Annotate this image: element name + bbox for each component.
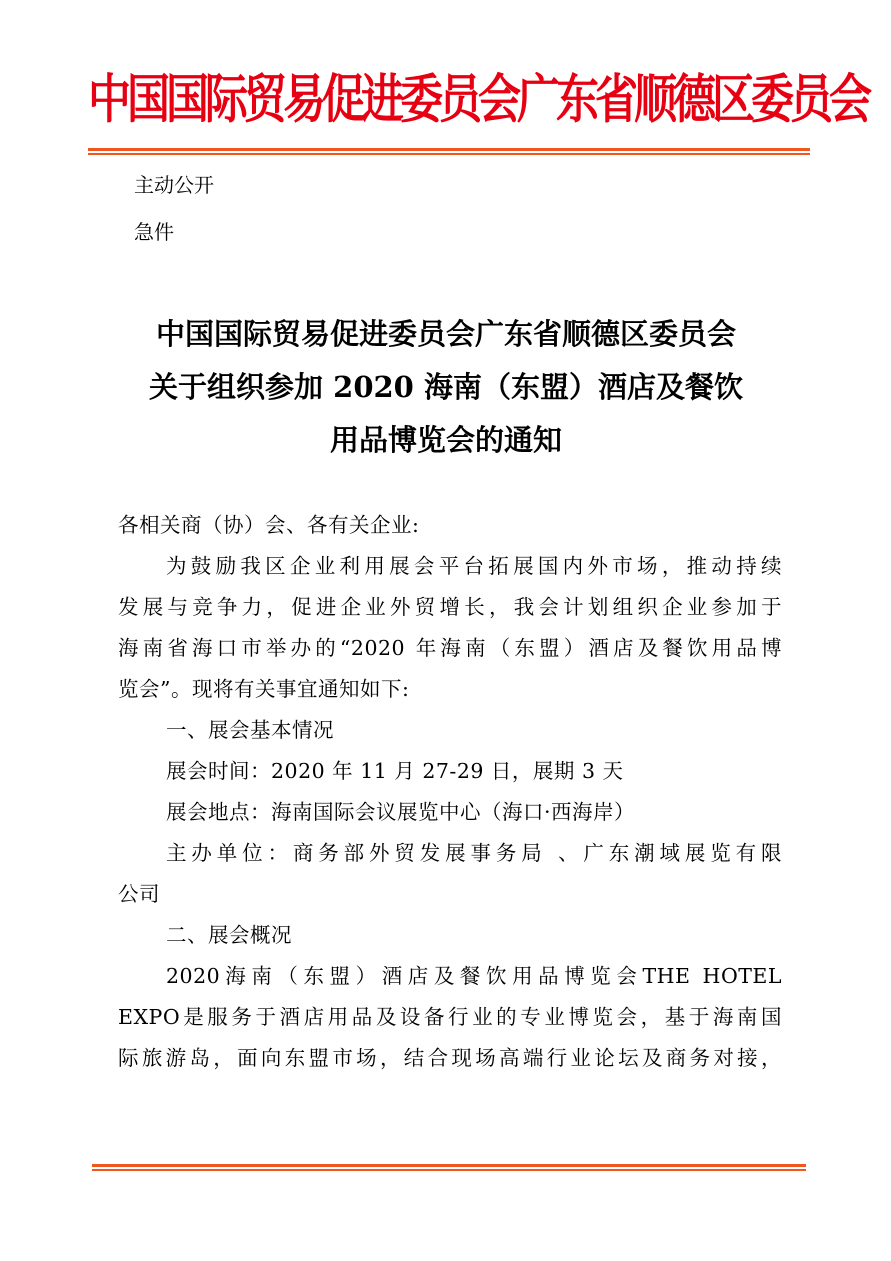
- paragraph-2-line-1: 2020海南（东盟）酒店及餐饮用品博览会THE HOTEL: [166, 964, 782, 988]
- document-body: [118, 505, 782, 1079]
- letterhead-rule-thick: [88, 148, 810, 151]
- paragraph-1-line-1: 为鼓励我区企业利用展会平台拓展国内外市场，推动持续: [166, 554, 782, 578]
- document-title: [96, 308, 796, 467]
- exhibition-organizer-line-2: 公司: [118, 882, 160, 906]
- title-line-3: 用品博览会的通知: [329, 423, 562, 457]
- exhibition-venue: 展会地点：海南国际会议展览中心（海口·西海岸）: [166, 800, 636, 824]
- title-line-1: 中国国际贸易促进委员会广东省顺德区委员会: [155, 317, 736, 351]
- urgency-label: 急件: [134, 220, 174, 244]
- section-1-heading: 一、展会基本情况: [166, 718, 334, 742]
- footer-rule-thin: [92, 1169, 806, 1171]
- paragraph-1-line-2: 发展与竞争力，促进企业外贸增长，我会计划组织企业参加于: [118, 595, 782, 619]
- title-line-2: 关于组织参加 2020 海南（东盟）酒店及餐饮: [149, 370, 743, 404]
- footer-rule-thick: [92, 1164, 806, 1167]
- paragraph-1-line-4: 览会”。现将有关事宜通知如下:: [118, 677, 410, 701]
- paragraph-2-line-3: 际旅游岛，面向东盟市场，结合现场高端行业论坛及商务对接，: [118, 1046, 782, 1070]
- letterhead-title: 中国国际贸易促进委员会广东省顺德区委员会: [88, 69, 868, 131]
- exhibition-time: 展会时间：2020 年 11 月 27-29 日，展期 3 天: [166, 759, 624, 783]
- letterhead-rule-thin: [88, 153, 810, 155]
- paragraph-1-line-3: 海南省海口市举办的“2020 年海南（东盟）酒店及餐饮用品博: [118, 636, 782, 660]
- salutation: 各相关商（协）会、各有关企业:: [118, 513, 420, 537]
- exhibition-organizer-line-1: 主办单位：商务部外贸发展事务局 、广东潮域展览有限: [166, 841, 782, 865]
- paragraph-2-line-2: EXPO是服务于酒店用品及设备行业的专业博览会，基于海南国: [118, 1005, 782, 1029]
- disclosure-label: 主动公开: [134, 173, 214, 197]
- section-2-heading: 二、展会概况: [166, 923, 292, 947]
